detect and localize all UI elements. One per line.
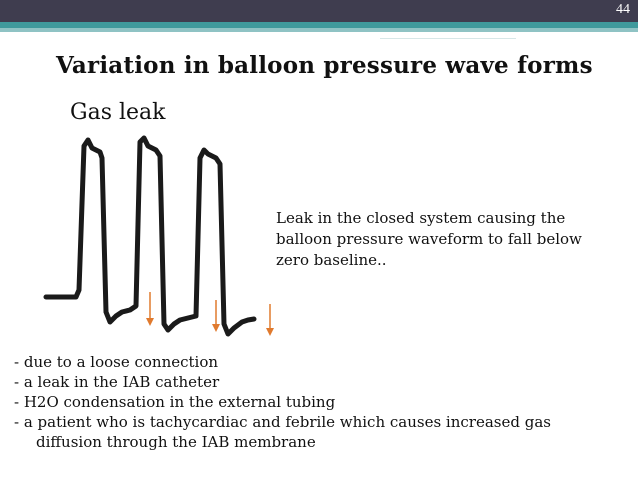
description-text: Leak in the closed system causing the balloon pressure waveform to fall below zero baseline.. <box>276 209 582 269</box>
slide-subtitle: Gas leak <box>70 100 166 125</box>
header-bar <box>0 0 638 22</box>
list-item: - due to a loose connection <box>14 353 219 371</box>
cause-list <box>14 352 629 452</box>
decorative-line <box>380 38 516 39</box>
down-arrow-icon <box>212 300 220 332</box>
slide-title: Variation in balloon pressure wave forms <box>56 52 593 79</box>
list-item-continuation: diffusion through the IAB membrane <box>36 433 316 451</box>
list-item: - a patient who is tachycardiac and febrile which causes increased gas <box>14 413 551 431</box>
down-arrow-icon <box>146 292 154 326</box>
header-accent-stripe-light <box>0 28 638 32</box>
list-item: - a leak in the IAB catheter <box>14 373 220 391</box>
down-arrow-icon <box>266 304 274 336</box>
balloon-pressure-waveform <box>40 130 280 340</box>
page-number: 44 <box>616 2 630 17</box>
list-item: - H2O condensation in the external tubing <box>14 393 336 411</box>
